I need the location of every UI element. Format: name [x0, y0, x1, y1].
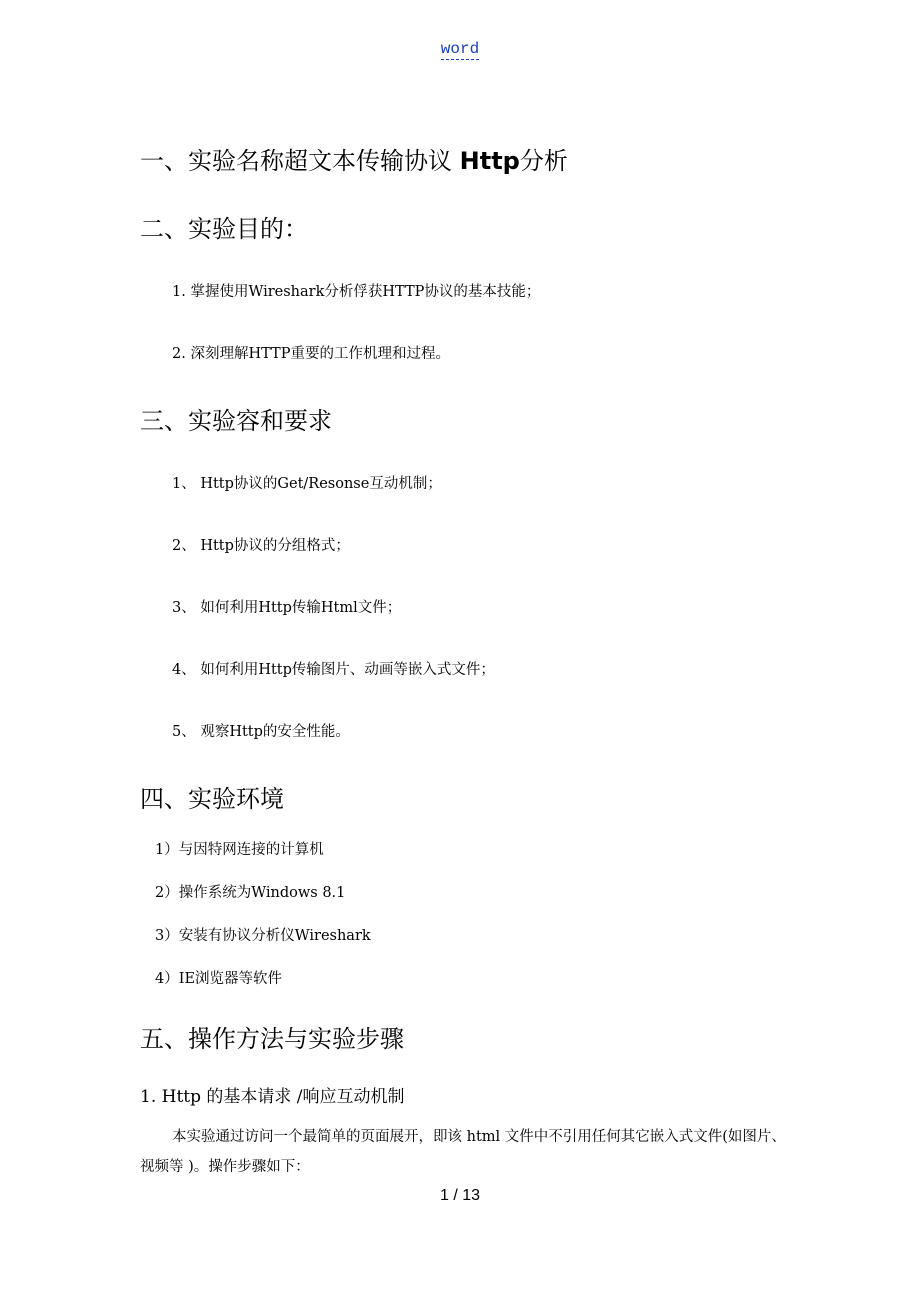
section-title-experiment-name: [140, 141, 568, 176]
section-title-content: 三、实验容和要求: [140, 407, 332, 435]
environment-item: 1）与因特网连接的计算机: [155, 842, 324, 858]
objective-item: 2. 深刻理解HTTP重要的工作机理和过程。: [172, 346, 450, 362]
section-title-steps: 五、操作方法与实验步骤: [140, 1025, 404, 1053]
section-title-environment: 四、实验环境: [140, 785, 284, 813]
section-title-suffix: 分析: [519, 147, 568, 175]
subsection-title: 1. Http 的基本请求 /响应互动机制: [140, 1087, 405, 1107]
section-title-prefix: 一、实验名称超文本传输协议: [140, 147, 460, 175]
content-item: 5、 观察Http的安全性能。: [172, 724, 350, 740]
content-item: 2、 Http协议的分组格式；: [172, 538, 350, 554]
environment-item: 3）安装有协议分析仪Wireshark: [155, 928, 371, 944]
section-title-bold: Http: [459, 147, 520, 175]
objective-item: 1. 掌握使用Wireshark分析俘获HTTP协议的基本技能；: [172, 284, 541, 300]
page-number: 1 / 13: [439, 1187, 481, 1204]
environment-item: 2）操作系统为Windows 8.1: [155, 885, 346, 901]
header-link[interactable]: [0, 40, 920, 58]
environment-item: 4）IE浏览器等软件: [155, 971, 283, 987]
body-paragraph: 本实验通过访问一个最简单的页面展开，即该 html 文件中不引用任何其它嵌入式文件(如图片、视频等 )。操作步骤如下：: [140, 1129, 786, 1175]
content-item: 1、 Http协议的Get/Resonse互动机制；: [172, 476, 442, 492]
content-item: 4、 如何利用Http传输图片、动画等嵌入式文件；: [172, 662, 495, 678]
content-item: 3、 如何利用Http传输Html文件；: [172, 600, 402, 616]
header-link-text[interactable]: word: [440, 40, 480, 58]
section-title-objectives: 二、实验目的：: [140, 215, 308, 243]
